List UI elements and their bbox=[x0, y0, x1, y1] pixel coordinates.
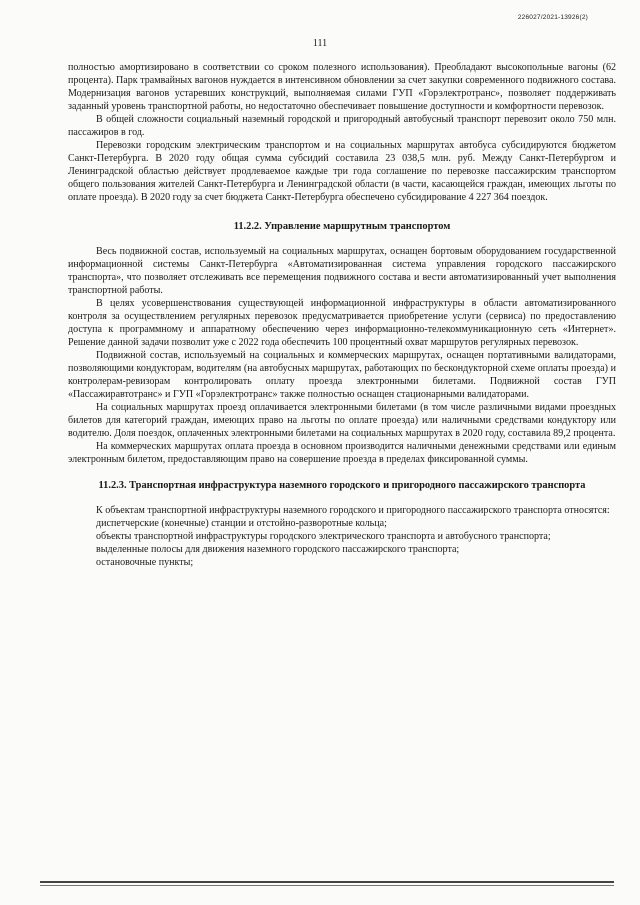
paragraph: Перевозки городским электрическим транспортом и на социальных маршрутах автобуса субсидируются бюджетом Санкт-Петербурга. В 2020 году общая сумма субсидий составила 23 038,5 млн. руб. Между Санкт-Петербургом и Ленинградской областью действует продлеваемое каждые три года соглашение по перевозке пассажирским транспортом общего пользования жителей Санкт-Петербурга и Ленинградской области (в части, касающейся граждан, имеющих льготы по оплате проезда). В 2020 году за счет бюджета Санкт-Петербурга обеспечено субсидирование 4 227 364 поездок. bbox=[68, 140, 616, 203]
page-number: 111 bbox=[312, 38, 328, 49]
document-body bbox=[68, 61, 616, 569]
paragraph: полностью амортизировано в соответствии со сроком полезного использования). Преобладают высокопольные вагоны (62 процента). Парк трамвайных вагонов нуждается в интенсивном обновлении за счет закупки современного подвижного состава. Модернизация вагонов устаревших конструкций, выполняемая силами ГУП «Горэлектротранс», позволяет поддерживать заданный уровень транспортной работы, но недостаточно обеспечивает повышение доступности и комфортности перевозок. bbox=[68, 62, 616, 112]
list-item: остановочные пункты; bbox=[96, 557, 194, 568]
list-item: диспетчерские (конечные) станции и отстойно-разворотные кольца; bbox=[96, 518, 387, 529]
document-number: 226027/2021-13926(2) bbox=[517, 14, 588, 21]
paragraph: В целях усовершенствования существующей информационной инфраструктуры в области автоматизированного контроля за осуществлением регулярных перевозок предусматривается приобретение услуги (сервиса) по предоставлению доступа к программному и аппаратному обеспечению через информационно-телекоммуникационную сеть «Интернет». Решение данной задачи позволит уже с 2022 года обеспечить 100 процентный охват маршрутов регулярных перевозок. bbox=[68, 298, 616, 348]
paragraph: На социальных маршрутах проезд оплачивается электронными билетами (в том числе различными видами проездных билетов для категорий граждан, имеющих право на льготы по оплате проезда) или наличными средствами кондуктору или водителю. Доля поездок, оплаченных электронными билетами на социальных маршрутах в 2020 году, составила 89,2 процента. bbox=[68, 402, 616, 439]
paragraph: К объектам транспортной инфраструктуры наземного городского и пригородного пассажирского транспорта относятся: bbox=[96, 505, 610, 516]
section-heading-11-2-2: 11.2.2. Управление маршрутным транспортом bbox=[233, 221, 451, 232]
paragraph: В общей сложности социальный наземный городской и пригородный автобусный транспорт перевозит около 750 млн. пассажиров в год. bbox=[68, 114, 616, 138]
list-item: выделенные полосы для движения наземного городского пассажирского транспорта; bbox=[96, 544, 460, 555]
paragraph: Весь подвижной состав, используемый на социальных маршрутах, оснащен бортовым оборудованием государственной информационной системы Санкт-Петербурга «Автоматизированная система управления городского пассажирского транспорта», что позволяет отслеживать все перемещения подвижного состава и вести автоматизированный учет выполнения транспортной работы. bbox=[68, 246, 616, 296]
page-bottom-divider bbox=[40, 881, 614, 883]
list-item: объекты транспортной инфраструктуры городского электрического транспорта и автобусного транспорта; bbox=[96, 531, 551, 542]
section-heading-11-2-3: 11.2.3. Транспортная инфраструктура наземного городского и пригородного пассажирского транспорта bbox=[98, 480, 586, 491]
paragraph: На коммерческих маршрутах оплата проезда в основном производится наличными денежными средствами или единым электронным билетом, предоставляющим право на совершение проезда в пределах фиксированной суммы. bbox=[68, 441, 616, 465]
page-bottom-divider-thin bbox=[40, 885, 614, 886]
paragraph: Подвижной состав, используемый на социальных и коммерческих маршрутах, оснащен портативными валидаторами, позволяющими кондукторам, водителям (на автобусных маршрутах, работающих по бескондукторной схеме оплаты проезда) и контролерам-ревизорам контролировать оплату проезда электронными билетами. Подвижной состав ГУП «Пассажиравтотранс» и ГУП «Горэлектротранс» также полностью оснащен стационарными валидаторами. bbox=[68, 350, 616, 400]
